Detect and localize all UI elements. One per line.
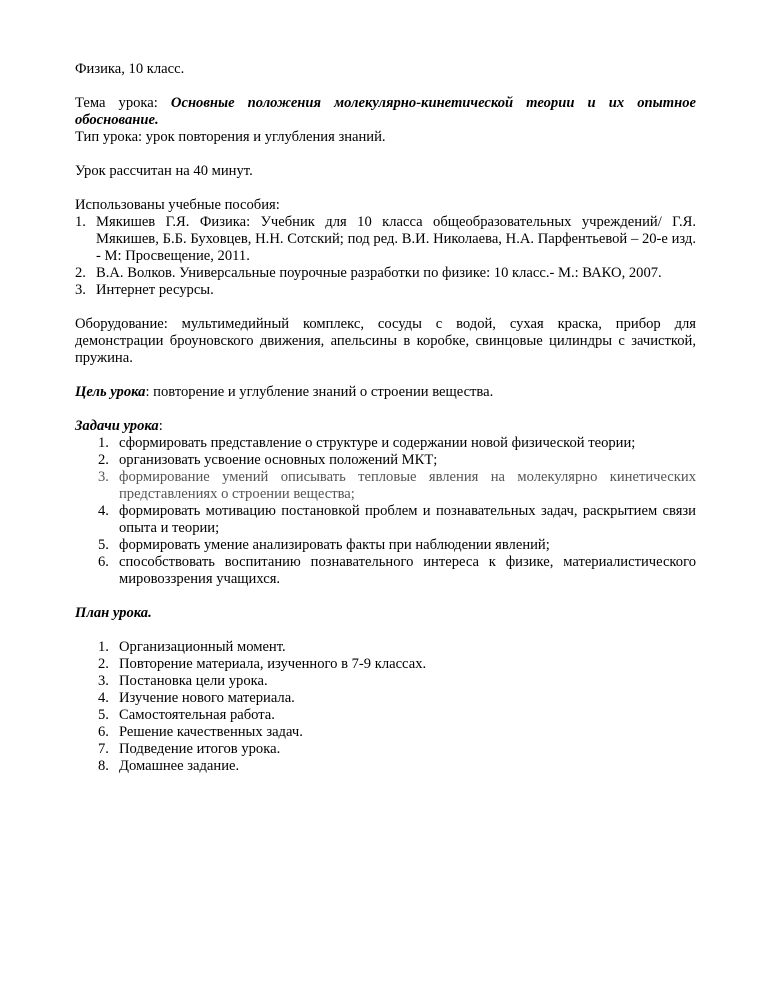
list-number: 2.: [98, 452, 109, 468]
task-item: [75, 537, 696, 554]
textbook-item: [75, 265, 696, 282]
task-text: организовать усвоение основных положений МКТ;: [119, 452, 438, 468]
textbooks-heading: Использованы учебные пособия:: [75, 197, 280, 213]
list-number: 5.: [98, 707, 109, 723]
list-number: 4.: [98, 690, 109, 706]
list-number: 3.: [98, 469, 109, 485]
list-number: 2.: [98, 656, 109, 672]
plan-item: [75, 758, 696, 775]
list-number: 8.: [98, 758, 109, 774]
lesson-goal: [75, 384, 696, 401]
plan-text: Повторение материала, изученного в 7-9 классах.: [119, 656, 427, 672]
plan-item: [75, 741, 696, 758]
tasks-heading: [75, 418, 696, 435]
list-number: 2.: [75, 265, 86, 281]
list-number: 3.: [98, 673, 109, 689]
list-number: 1.: [98, 435, 109, 451]
plan-text: Изучение нового материала.: [119, 690, 295, 706]
topic-title: Основные положения молекулярно-кинетической теории и их опытное обоснование.: [75, 95, 696, 128]
textbook-text: Мякишев Г.Я. Физика: Учебник для 10 класса общеобразовательных учреждений/ Г.Я. Мякишев, Б.Б. Буховцев, Н.Н. Сотский; под ред. В.И. Николаева, Н.А. Парфентьевой – 20-е изд. - М: Просвещение, 2011.: [96, 214, 696, 264]
task-text: формирование умений описывать тепловые явления на молекулярно кинетических представлениях о строении вещества;: [119, 469, 696, 502]
textbook-text: В.А. Волков. Универсальные поурочные разработки по физике: 10 класс.- М.: ВАКО, 2007.: [96, 265, 662, 281]
task-item: [75, 469, 696, 503]
document-header: Физика, 10 класс.: [75, 61, 185, 77]
list-number: 3.: [75, 282, 86, 298]
task-item: [75, 503, 696, 537]
lesson-type: Тип урока: урок повторения и углубления знаний.: [75, 129, 386, 145]
task-text: формировать мотивацию постановкой проблем и познавательных задач, раскрытием связи опыта и теории;: [119, 503, 696, 536]
plan-text: Домашнее задание.: [119, 758, 240, 774]
textbook-text: Интернет ресурсы.: [96, 282, 214, 298]
lesson-duration: Урок рассчитан на 40 минут.: [75, 163, 253, 179]
task-text: сформировать представление о структуре и содержании новой физической теории;: [119, 435, 636, 451]
textbook-item: [75, 282, 696, 299]
list-number: 7.: [98, 741, 109, 757]
list-number: 4.: [98, 503, 109, 519]
tasks-list: [75, 435, 696, 588]
task-text: формировать умение анализировать факты при наблюдении явлений;: [119, 537, 550, 553]
list-number: 1.: [98, 639, 109, 655]
plan-item: [75, 707, 696, 724]
tasks-label: Задачи урока: [75, 418, 159, 434]
lesson-topic: [75, 95, 696, 129]
tasks-colon: :: [158, 418, 163, 434]
task-item: [75, 452, 696, 469]
document-page: [75, 61, 696, 775]
goal-label: Цель урока: [75, 384, 146, 400]
plan-text: Организационный момент.: [119, 639, 286, 655]
plan-text: Постановка цели урока.: [119, 673, 268, 689]
list-number: 6.: [98, 724, 109, 740]
task-item: [75, 435, 696, 452]
plan-text: Подведение итогов урока.: [119, 741, 281, 757]
plan-item: [75, 673, 696, 690]
topic-label: Тема урока:: [75, 95, 158, 111]
list-number: 1.: [75, 214, 86, 230]
plan-item: [75, 656, 696, 673]
plan-text: Решение качественных задач.: [119, 724, 303, 740]
plan-list: [75, 639, 696, 775]
textbook-item: [75, 214, 696, 265]
goal-text: : повторение и углубление знаний о строении вещества.: [145, 384, 494, 400]
list-number: 5.: [98, 537, 109, 553]
task-item: [75, 554, 696, 588]
plan-item: [75, 639, 696, 656]
plan-item: [75, 690, 696, 707]
plan-text: Самостоятельная работа.: [119, 707, 275, 723]
list-number: 6.: [98, 554, 109, 570]
task-text: способствовать воспитанию познавательного интереса к физике, материалистического мировоззрения учащихся.: [119, 554, 696, 587]
plan-item: [75, 724, 696, 741]
plan-heading: План урока.: [75, 605, 152, 621]
equipment-paragraph: Оборудование: мультимедийный комплекс, сосуды с водой, сухая краска, прибор для демонстрации броуновского движения, апельсины в коробке, свинцовые цилиндры с зачисткой, пружина.: [75, 316, 696, 366]
textbooks-list: [75, 214, 696, 299]
